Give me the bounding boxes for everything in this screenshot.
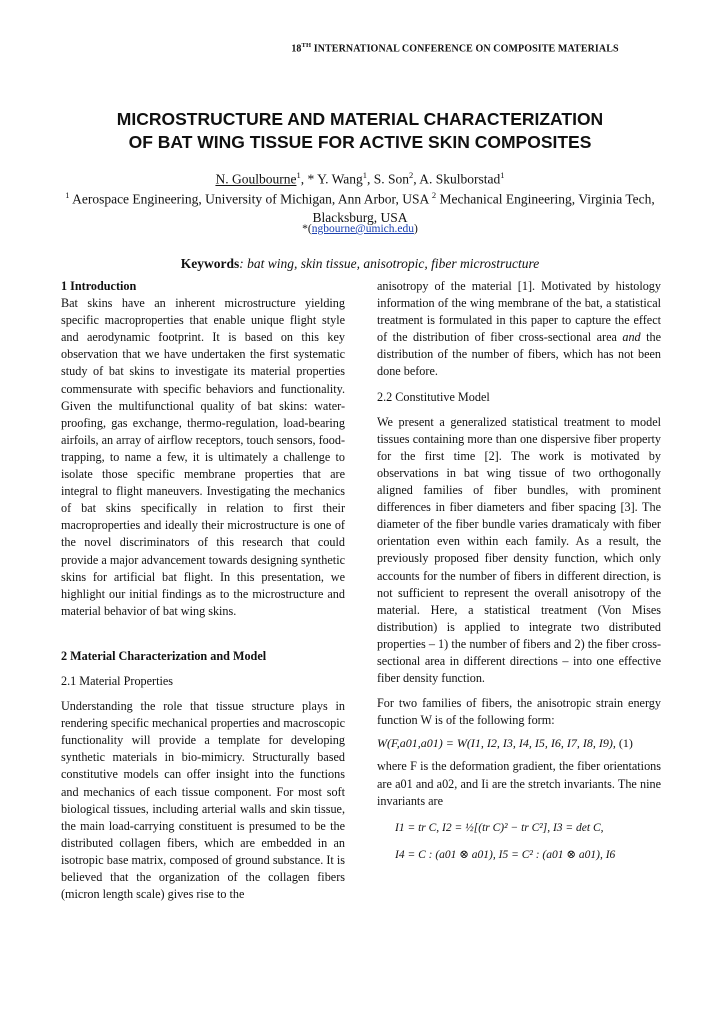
email-prefix: *( [302,223,312,235]
title-line-1: MICROSTRUCTURE AND MATERIAL CHARACTERIZATION [116,109,604,129]
author-4-sup: 1 [500,170,505,180]
right-paragraph-4: where F is the deformation gradient, the fiber orientations are a01 and a02, and Ii are the stretch invariants. The nine invariants are [377,759,661,808]
paper-title [40,108,680,154]
section-2-1-heading: 2.1 Material Properties [61,673,174,688]
author-1-sup: 1 [296,170,301,180]
running-head-number: 18 [291,43,302,55]
right-paragraph-2: We present a generalized statistical treatment to model tissues containing more than one dispersive fiber property for the first time [2]. The work is motivated by observations in bat wing tissue of two orthogonally aligned families of fiber bundles, with prominent differences in fiber diameters and fiber spacing [3]. The diameter of the fiber bundle varies dramaticaly with fiber orientation even within each family. As a result, the previously proposed fiber density function, which only accounts for the number of fibers in different direction, is not sufficient to represent the overall anisotropy of the material. Here, a statistical treatment (Von Mises distribution) is applied to integrate two distributed properties – 1) the number of fibers and 2) the fiber cross-sectional area in different directions – into one effective fiber density function. [377,414,661,686]
author-list [40,170,680,188]
running-head-sup: TH [301,42,312,49]
affil-1-sup: 1 [65,190,70,200]
author-4: , A. Skulborstad [413,171,501,187]
right-paragraph-3: For two families of fibers, the anisotropic strain energy function W is of the following form: [377,696,661,728]
left-column [61,278,345,903]
author-2-sup: 1 [362,170,367,180]
affil-1: Aerospace Engineering, University of Michigan, Ann Arbor, USA [69,191,432,207]
affiliations [60,186,660,227]
title-line-2: OF BAT WING TISSUE FOR ACTIVE SKIN COMPOSITES [128,132,592,152]
right-column [377,278,661,864]
keywords-value: : bat wing, skin tissue, anisotropic, fiber microstructure [239,256,540,271]
running-head-text: INTERNATIONAL CONFERENCE ON COMPOSITE MATERIALS [311,43,619,55]
p1-text: anisotropy of the material [1]. Motivated by histology information of the wing membrane of the bat, a statistical treatment is formulated in this paper to capture the effect of the distribution of fiber cross-sectional area [377,279,661,345]
section-1-heading: 1 Introduction [61,279,137,293]
invariants-line-2: I4 = C : (a01 ⊗ a01), I5 = C² : (a01 ⊗ a01), I6 [395,848,616,861]
equation-1-number: (1) [618,736,633,751]
author-3-sup: 2 [409,170,414,180]
corresponding-email [0,223,720,235]
affil-2-sup: 2 [431,190,437,200]
affil-2: Mechanical Engineering, Virginia Tech, Blacksburg, USA [312,191,655,225]
p1-end: the distribution of the number of fibers, which has not been done before. [377,330,661,379]
keywords [0,256,720,272]
equation-1 [377,735,661,752]
section-1-text: Bat skins have an inherent microstructure yielding specific macroproperties that enable unique flight style and aerodynamic footprint. It is based on this key observation that we have undertaken the first systematic study of bat skins to investigate its material properties commensurate with specific behaviors and functionality. Given the multifunctional quality of bat skins: water-proofing, gas exchange, thermo-regulation, load-bearing airfoils, an array of airflow receptors, touch sensors, food-trapping, to name a few, it is ultimately a challenge to isolate those specific membrane properties that are integral to flight maneuvers. Investigating the mechanics of bat skins specifically in relation to first their macroproperties and ideally their microstructure is one of the novel discriminators of this research that could provide a major advancement towards designing synthetic skins for artificial bat flight. In this presentation, we highlight our initial findings as to the microstructure and material behavior of bat wing skins. [61,296,345,618]
keywords-label: Keywords [180,256,240,271]
author-2: , * Y. Wang [300,171,363,187]
email-link[interactable]: ngbourne@umich.edu [311,223,414,235]
section-2-heading: 2 Material Characterization and Model [61,648,267,663]
author-1: N. Goulbourne [215,171,297,187]
author-3: , S. Son [367,171,410,187]
invariants-line-1: I1 = tr C, I2 = ½[(tr C)² − tr C²], I3 = det C, [395,821,604,834]
email-suffix: ) [414,223,418,235]
section-2-2-heading: 2.2 Constitutive Model [377,389,490,404]
running-head [0,42,720,54]
section-2-1-text: Understanding the role that tissue structure plays in rendering specific mechanical properties and macroscopic functionality will provide a template for developing synthetic materials in bio-mimicry. Structurally based constitutive models can offer insight into the functions and mechanics of each tissue component. For most soft biological tissues, including arterial walls and skin tissue, the main load-carrying constituent is presumed to be the distributed collagen fibers, which are embedded in an isotropic base matrix, composed of ground substance. It is believed that the organization of the collagen fibers (micron length scale) gives rise to the [61,699,345,902]
right-paragraph-1 [377,278,661,381]
equation-1-body: W(F,a01,a01) = W(I1, I2, I3, I4, I5, I6, I7, I8, I9), [377,736,616,751]
p1-and: and [622,330,641,345]
